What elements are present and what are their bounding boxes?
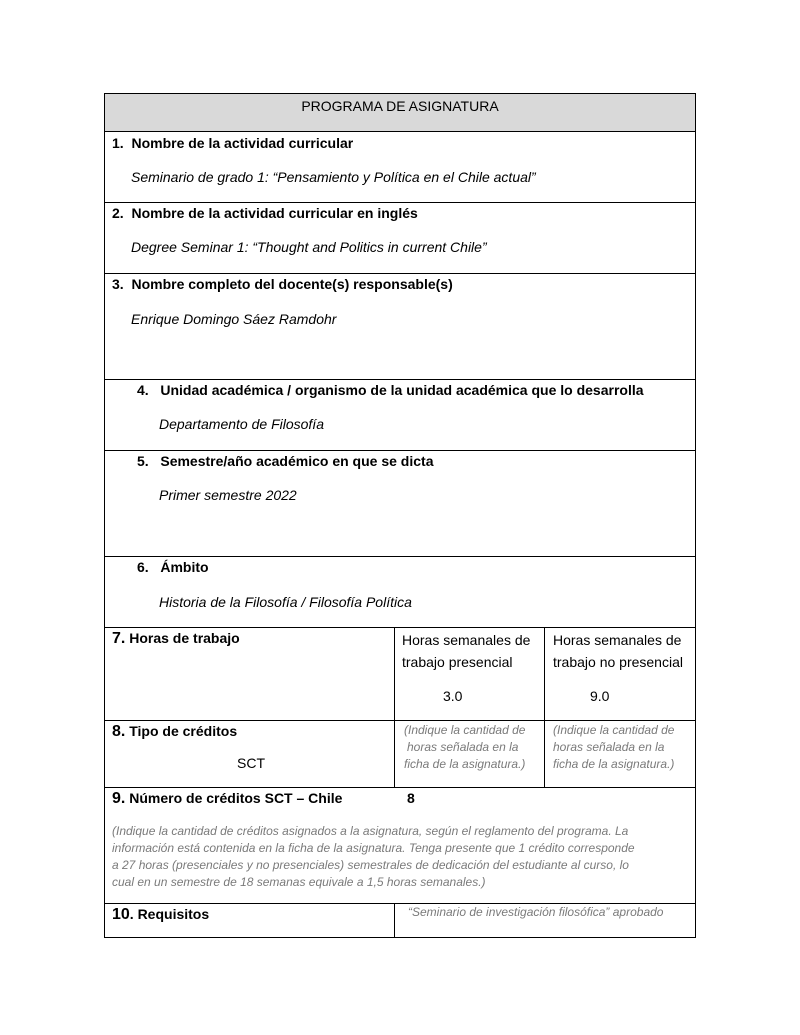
course-program-form [104, 93, 696, 938]
section-4-label: 4. Unidad académica / organismo de la unidad académica que lo desarrolla [137, 382, 644, 398]
presential-hours-value: 3.0 [443, 688, 463, 704]
scope-value: Historia de la Filosofía / Filosofía Política [159, 594, 412, 610]
section-5-label: 5. Semestre/año académico en que se dicta [137, 453, 434, 469]
requirements-value: “Seminario de investigación filosófica” aprobado [408, 905, 664, 919]
presential-hours-header-2: trabajo presencial [402, 654, 513, 670]
section-3 [105, 273, 695, 379]
section-10-label: 10. Requisitos [112, 906, 210, 923]
credit-type-value: SCT [237, 755, 265, 771]
credit-hint-1-line-2: horas señalada en la [407, 740, 519, 754]
section-4 [105, 379, 695, 450]
credit-hint-2-line-1: (Indique la cantidad de [553, 723, 675, 737]
semester-value: Primer semestre 2022 [159, 487, 297, 503]
section-3-label: 3. Nombre completo del docente(s) responsable(s) [112, 276, 453, 292]
section-1-label: 1. Nombre de la actividad curricular [112, 135, 354, 151]
section-7-label: 7. Horas de trabajo [112, 630, 240, 647]
section-7 [105, 627, 695, 720]
sct-hint-line-1: (Indique la cantidad de créditos asignados a la asignatura, según el reglamento del programa. La [112, 824, 629, 838]
credit-type-label-cell [105, 721, 394, 787]
presential-hours-header-1: Horas semanales de [402, 632, 531, 648]
section-8-label: 8. Tipo de créditos [112, 723, 238, 740]
section-9-label: 9. Número de créditos SCT – Chile [112, 790, 343, 807]
sct-hint-line-2: información está contenida en la ficha de la asignatura. Tenga presente que 1 crédito corresponde [112, 841, 635, 855]
form-title-row [105, 94, 695, 131]
section-10 [105, 903, 695, 937]
non-presential-hours-cell [544, 628, 695, 720]
credit-hint-1-line-3: ficha de la asignatura.) [404, 757, 526, 771]
academic-unit-value: Departamento de Filosofía [159, 416, 324, 432]
section-2-label: 2. Nombre de la actividad curricular en inglés [112, 205, 418, 221]
section-5 [105, 450, 695, 556]
section-6-label: 6. Ámbito [137, 559, 209, 575]
course-name-english-value: Degree Seminar 1: “Thought and Politics in current Chile” [131, 239, 487, 255]
section-6 [105, 556, 695, 627]
sct-hint-line-3: a 27 horas (presenciales y no presenciales) semestrales de dedicación del estudiante al curso, lo [112, 858, 629, 872]
section-8 [105, 720, 695, 787]
work-hours-label-cell [105, 628, 394, 720]
requirements-label-cell [105, 904, 394, 937]
credit-hint-1-line-1: (Indique la cantidad de [404, 723, 526, 737]
presential-hours-cell [394, 628, 544, 720]
non-presential-hours-value: 9.0 [590, 688, 610, 704]
form-title: PROGRAMA DE ASIGNATURA [301, 98, 499, 114]
credit-hint-2-line-2: horas señalada en la [553, 740, 665, 754]
sct-credits-value: 8 [407, 790, 415, 806]
course-name-value: Seminario de grado 1: “Pensamiento y Política en el Chile actual” [131, 169, 536, 185]
credit-type-hint-cell-1 [394, 721, 544, 787]
section-2 [105, 202, 695, 273]
requirements-value-cell [394, 904, 695, 937]
non-presential-hours-header-1: Horas semanales de [553, 632, 682, 648]
instructor-value: Enrique Domingo Sáez Ramdohr [131, 311, 337, 327]
non-presential-hours-header-2: trabajo no presencial [553, 654, 683, 670]
section-1 [105, 131, 695, 202]
sct-hint-line-4: cual en un semestre de 18 semanas equivale a 1,5 horas semanales.) [112, 875, 486, 889]
section-9 [105, 787, 695, 903]
credit-hint-2-line-3: ficha de la asignatura.) [553, 757, 675, 771]
credit-type-hint-cell-2 [544, 721, 695, 787]
